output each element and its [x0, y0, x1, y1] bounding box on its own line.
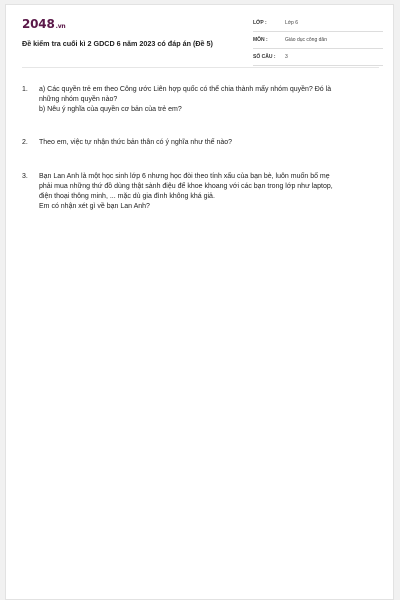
- document-meta: [253, 18, 383, 69]
- question-item: [22, 172, 382, 212]
- question-text-line: a) Các quyền trẻ em theo Công ước Liên hợp quốc có thể chia thành mấy nhóm quyền? Đó là: [39, 86, 332, 93]
- question-item: [22, 85, 382, 115]
- question-text-line: phải mua những thứ đồ dùng thật sành điệu để khoe khoang với các bạn trong lớp như laptop,: [39, 183, 333, 190]
- document-title: Đề kiểm tra cuối kì 2 GDCD 6 năm 2023 có đáp án (Đề 5): [22, 39, 213, 48]
- question-number: 1.: [22, 86, 28, 93]
- subject-label: MÔN :: [253, 37, 268, 43]
- question-count-value: 3: [285, 54, 288, 60]
- document-header: [6, 5, 393, 63]
- question-text-line: Theo em, việc tự nhận thức bản thân có ý nghĩa như thế nào?: [39, 139, 233, 146]
- logo-suffix: .vn: [55, 23, 66, 30]
- meta-row-count: [253, 52, 383, 66]
- meta-row-subject: [253, 35, 383, 49]
- question-item: [22, 138, 382, 148]
- question-list: [22, 85, 382, 212]
- site-logo[interactable]: [22, 17, 65, 34]
- question-count-label: SỐ CÂU :: [253, 54, 276, 60]
- question-text-line: điện thoại thông minh, ... mặc dù gia đình không khá giả.: [39, 193, 215, 200]
- question-text-line: b) Nêu ý nghĩa của quyền cơ bản của trẻ em?: [39, 106, 182, 113]
- header-divider: [22, 67, 379, 68]
- question-text-line: những nhóm quyền nào?: [39, 96, 118, 103]
- question-number: 3.: [22, 173, 28, 180]
- class-label: LỚP :: [253, 20, 267, 26]
- class-value: Lớp 6: [285, 20, 299, 26]
- question-number: 2.: [22, 139, 28, 146]
- question-text-line: Bạn Lan Anh là một học sinh lớp 6 nhưng học đòi theo tính xấu của bạn bè, luôn muốn bố mẹ: [39, 173, 330, 180]
- document-page: [5, 4, 394, 600]
- subject-value: Giáo dục công dân: [285, 37, 327, 43]
- question-text-line: Em có nhận xét gì về bạn Lan Anh?: [39, 203, 150, 210]
- logo-main: 2048: [22, 17, 55, 31]
- meta-row-class: [253, 18, 383, 32]
